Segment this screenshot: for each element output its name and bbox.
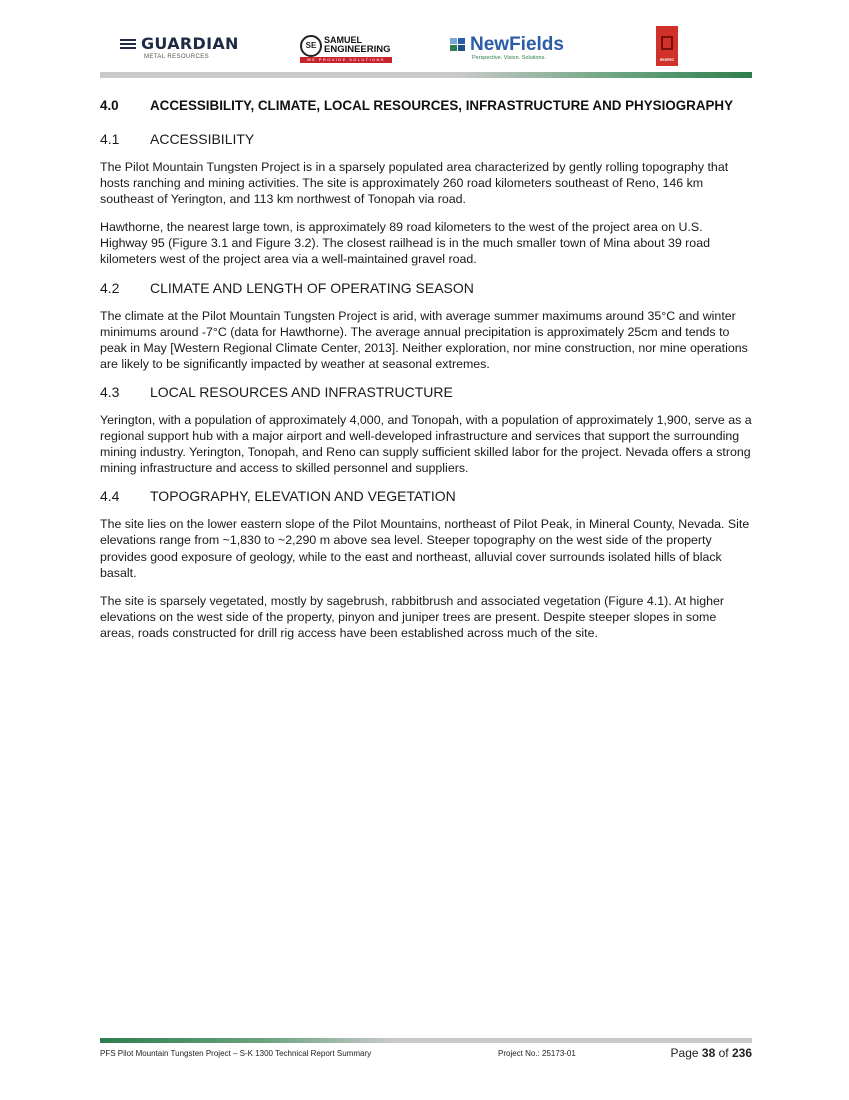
subsection-number: 4.2 — [100, 279, 120, 296]
subsection-4-3 — [100, 384, 752, 476]
page-of-label: of — [718, 1046, 729, 1060]
samuel-logo-tagline: WE PROVIDE SOLUTIONS — [300, 57, 392, 63]
newfields-logo-tagline: Perspective. Vision. Solutions. — [472, 55, 546, 61]
samuel-logo-line2: ENGINEERING — [324, 44, 391, 55]
section-number: 4.0 — [100, 98, 119, 113]
subsection-heading — [100, 131, 752, 147]
samuel-se-mark: SE — [300, 35, 322, 57]
page-current: 38 — [701, 1046, 716, 1060]
footer-report-title: PFS Pilot Mountain Tungsten Project – S-K 1300 Technical Report Summary — [100, 1049, 372, 1058]
section-title: ACCESSIBILITY, CLIMATE, LOCAL RESOURCES, INFRASTRUCTURE AND PHYSIOGRAPHY — [150, 98, 734, 113]
footer-divider — [100, 1038, 752, 1043]
subsection-heading — [100, 384, 752, 400]
page-label: Page — [670, 1046, 699, 1060]
paragraph: Yerington, with a population of approximately 4,000, and Tonopah, with a population of approximately 1,900, serve as a regional support hub with a major airport and well-developed infrastructure and services that support the surrounding mining industry. Yerington, Tonopah, and Reno can supply sufficient skilled labor for the project. Nevada offers a strong mining infrastructure and access to skilled personnel and suppliers. — [100, 412, 752, 476]
paragraph: The climate at the Pilot Mountain Tungsten Project is arid, with average summer maximums around 35°C and winter minimums around -7°C (data for Hawthorne). The average annual precipitation is approximately 25cm and tends to peak in May [Western Regional Climate Center, 2013]. Neither exploration, nor mine construction, nor mine operations are likely to be significantly impacted by weather at seasonal extremes. — [100, 308, 748, 371]
guardian-logo-subtitle: METAL RESOURCES — [144, 54, 210, 60]
respec-logo-name: RESPEC — [659, 58, 675, 62]
subsection-heading — [100, 280, 752, 296]
subsection-number: 4.4 — [100, 488, 120, 505]
respec-emblem-icon — [661, 36, 673, 50]
subsection-4-4 — [100, 488, 752, 641]
paragraph: The Pilot Mountain Tungsten Project is in a sparsely populated area characterized by gently rolling topography that hosts ranching and mining activities. The site is approximately 260 road kilometers southeast of Reno, 146 km southeast of Yerington, and 113 km northwest of Tonopah via road. — [100, 160, 729, 207]
paragraph: The site is sparsely vegetated, mostly by sagebrush, rabbitbrush and associated vegetation (Figure 4.1). At higher elevations on the west side of the property, pinyon and juniper trees are present. Despite steeper slopes in some areas, roads constructed for drill rig access have been established across much of the site. — [100, 593, 725, 640]
guardian-menu-mark-icon — [120, 39, 136, 51]
newfields-logo-name: NewFields — [470, 34, 564, 55]
section-heading — [100, 98, 752, 113]
document-body — [100, 98, 752, 653]
subsection-heading — [100, 488, 752, 504]
samuel-logo-line1: SAMUEL — [324, 35, 362, 45]
samuel-engineering-logo — [300, 35, 392, 63]
subsection-title: CLIMATE AND LENGTH OF OPERATING SEASON — [150, 279, 474, 296]
guardian-logo-name: GUARDIAN — [141, 34, 239, 53]
page-number — [671, 1046, 752, 1060]
paragraph: The site lies on the lower eastern slope of the Pilot Mountains, northeast of Pilot Peak, in Mineral County, Nevada. Site elevations range from ~1,830 to ~2,290 m above sea level. Steeper topography on the west side of the property provides good exposure of geology, while to the east and northeast, alluvial cover surrounds isolated hills of black basalt. — [100, 517, 750, 580]
guardian-logo — [120, 36, 239, 61]
page-total: 236 — [731, 1046, 752, 1060]
page-footer — [100, 1046, 752, 1062]
page-header — [100, 26, 752, 66]
header-divider — [100, 72, 752, 78]
subsection-title: ACCESSIBILITY — [150, 131, 255, 147]
subsection-4-2 — [100, 280, 752, 372]
subsection-number: 4.1 — [100, 131, 120, 147]
subsection-number: 4.3 — [100, 383, 120, 400]
subsection-title: LOCAL RESOURCES AND INFRASTRUCTURE — [150, 383, 453, 400]
respec-logo — [656, 26, 678, 66]
subsection-4-1 — [100, 131, 752, 268]
footer-project-number: Project No.: 25173-01 — [498, 1049, 576, 1058]
subsection-title: TOPOGRAPHY, ELEVATION AND VEGETATION — [150, 488, 456, 505]
paragraph: Hawthorne, the nearest large town, is approximately 89 road kilometers to the west of the project area on U.S. Highway 95 (Figure 3.1 and Figure 3.2). The closest railhead is in the much smaller town of Mina about 39 road kilometers west of the project area via a well-maintained gravel road. — [100, 220, 710, 267]
newfields-squares-icon — [450, 38, 466, 52]
